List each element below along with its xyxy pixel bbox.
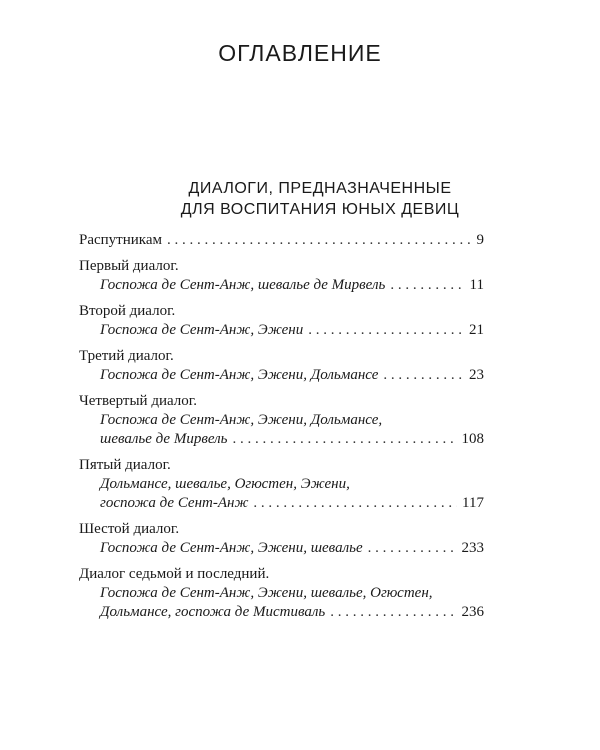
toc-entry-characters: Дольмансе, шевалье, Огюстен, Эжени, — [100, 476, 350, 492]
dot-leader — [383, 366, 464, 385]
toc-entry-characters-cont: госпожа де Сент-Анж — [100, 495, 249, 511]
toc-entry-title: Шестой диалог. — [79, 521, 180, 537]
dot-leader — [167, 231, 471, 250]
toc-entry-title: Распутникам — [79, 232, 163, 248]
dot-leader — [330, 603, 456, 622]
toc-entry-characters: Госпожа де Сент-Анж, Эжени — [100, 322, 304, 338]
page-number: 236 — [461, 604, 484, 620]
toc-entry-title: Пятый диалог. — [79, 457, 171, 473]
page-number: 233 — [461, 540, 484, 556]
section-title-line1: ДИАЛОГИ, ПРЕДНАЗНАЧЕННЫЕ — [188, 180, 452, 197]
section-title — [0, 178, 600, 220]
page-number: 21 — [469, 322, 484, 338]
toc-entry-title: Первый диалог. — [79, 258, 179, 274]
page-title: ОГЛАВЛЕНИЕ — [218, 40, 382, 66]
dot-leader — [368, 539, 457, 558]
table-of-contents — [79, 231, 484, 629]
toc-entry-title: Второй диалог. — [79, 303, 176, 319]
toc-entry-dialog-4[interactable] — [79, 392, 484, 449]
toc-entry-dialog-3[interactable] — [79, 347, 484, 385]
dot-leader — [308, 321, 464, 340]
toc-entry-title: Третий диалог. — [79, 348, 174, 364]
toc-entry-characters-cont: шевалье де Мирвель — [100, 431, 228, 447]
page-number: 9 — [476, 232, 484, 248]
dot-leader — [253, 494, 457, 513]
toc-line — [79, 494, 484, 513]
toc-entry-dialog-1[interactable] — [79, 257, 484, 295]
toc-line — [79, 539, 484, 558]
toc-line — [79, 366, 484, 385]
toc-line — [79, 321, 484, 340]
page-number: 117 — [462, 495, 484, 511]
toc-entry-characters: Госпожа де Сент-Анж, Эжени, шевалье — [100, 540, 363, 556]
toc-entry-dialog-5[interactable] — [79, 456, 484, 513]
dot-leader — [233, 430, 457, 449]
toc-line — [79, 603, 484, 622]
toc-line — [79, 430, 484, 449]
page-number: 23 — [469, 367, 484, 383]
page-number: 108 — [461, 431, 484, 447]
toc-entry-characters: Госпожа де Сент-Анж, Эжени, шевалье, Огюстен, — [100, 585, 433, 601]
toc-entry-characters-cont: Дольмансе, госпожа де Мистиваль — [100, 604, 326, 620]
toc-entry-characters: Госпожа де Сент-Анж, Эжени, Дольмансе, — [100, 412, 383, 428]
toc-line — [79, 276, 484, 295]
section-title-line2: ДЛЯ ВОСПИТАНИЯ ЮНЫХ ДЕВИЦ — [180, 201, 460, 218]
toc-entry-dialog-7[interactable] — [79, 565, 484, 622]
dot-leader — [390, 276, 464, 295]
toc-entry-dialog-2[interactable] — [79, 302, 484, 340]
toc-line — [79, 231, 484, 250]
toc-entry-dialog-6[interactable] — [79, 520, 484, 558]
page-number: 11 — [469, 277, 484, 293]
toc-entry-dedication[interactable] — [79, 231, 484, 250]
toc-entry-characters: Госпожа де Сент-Анж, шевалье де Мирвель — [100, 277, 386, 293]
toc-entry-characters: Госпожа де Сент-Анж, Эжени, Дольмансе — [100, 367, 379, 383]
toc-entry-title: Диалог седьмой и последний. — [79, 566, 270, 582]
toc-entry-title: Четвертый диалог. — [79, 393, 197, 409]
